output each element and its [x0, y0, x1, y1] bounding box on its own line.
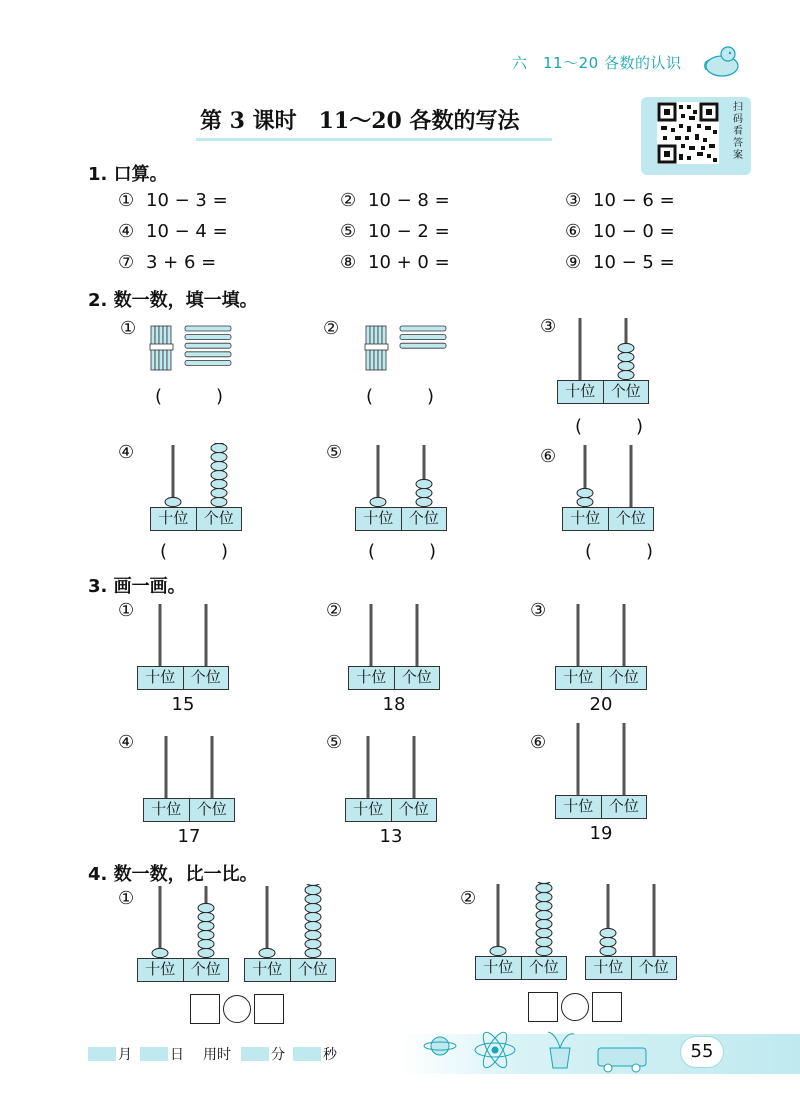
target-number: 19	[589, 823, 613, 844]
ones-bead	[305, 885, 321, 894]
ones-bead	[305, 921, 321, 930]
place-value-box	[348, 666, 440, 690]
q3-item-number: ④	[118, 732, 135, 753]
stick-bundle-figure	[145, 320, 235, 376]
place-value-box	[244, 958, 336, 982]
answer-blank[interactable]: ( )	[585, 541, 654, 562]
ones-label: 个位	[190, 960, 221, 978]
tens-label: 十位	[245, 959, 291, 981]
lesson-title: 第 3 课时 11～20 各数的写法	[200, 108, 520, 134]
single-stick	[400, 335, 446, 340]
place-value-box	[585, 956, 677, 980]
q3-item-number: ②	[326, 600, 343, 621]
q3-item-number: ⑥	[530, 732, 547, 753]
q2-item-number: ①	[120, 318, 137, 339]
ones-label: 个位	[190, 668, 221, 686]
tens-bead	[600, 928, 616, 937]
q1-expression: 10 + 0 =	[368, 252, 450, 273]
footer-decoration-icon	[420, 1024, 660, 1074]
tens-label: 十位	[138, 959, 184, 981]
ones-label: 个位	[608, 668, 639, 686]
single-stick	[185, 352, 231, 357]
q1-answer-blank[interactable]	[685, 190, 755, 212]
ones-bead	[618, 343, 634, 352]
qr-caption-char: 码	[733, 114, 743, 125]
ones-label: 个位	[401, 668, 432, 686]
place-value-box	[555, 666, 647, 690]
q1-answer-blank[interactable]	[685, 252, 755, 274]
q1-answer-blank[interactable]	[238, 252, 308, 274]
abacus-rods	[150, 443, 242, 507]
tens-label: 十位	[558, 381, 604, 403]
ones-bead	[618, 361, 634, 370]
q1-answer-blank[interactable]	[238, 221, 308, 243]
title-underline	[196, 138, 552, 141]
q2-item-number: ③	[540, 316, 557, 337]
abacus-rods	[137, 884, 229, 958]
single-stick	[400, 326, 446, 331]
place-value-box	[557, 380, 649, 404]
q1-expression: 10 − 6 =	[593, 190, 675, 211]
tens-label: 十位	[556, 667, 602, 689]
q1-item-number: ⑧	[340, 252, 357, 273]
ones-label: 个位	[408, 509, 439, 527]
second-blank[interactable]	[293, 1047, 321, 1061]
ones-bead	[618, 370, 634, 379]
ones-label: 个位	[297, 960, 328, 978]
tens-label: 十位	[349, 667, 395, 689]
target-number: 17	[177, 826, 201, 847]
place-value-box	[345, 798, 437, 822]
q1-item-number: ②	[340, 190, 357, 211]
ones-bead	[211, 443, 227, 444]
abacus-rods	[585, 882, 677, 956]
q1-expression: 10 − 3 =	[146, 190, 228, 211]
ones-bead	[305, 903, 321, 912]
q2-item-number: ⑤	[326, 442, 343, 463]
q1-expression: 10 − 0 =	[593, 221, 675, 242]
q1-item-number: ⑥	[565, 221, 582, 242]
q2-item-number: ⑥	[540, 446, 557, 467]
q1-item-number: ⑦	[118, 252, 135, 273]
compare-left-box[interactable]	[528, 992, 558, 1022]
tens-bead	[490, 946, 506, 955]
ones-bead	[536, 919, 552, 928]
chapter-header: 六 11～20 各数的认识	[512, 54, 682, 72]
q1-expression: 10 − 5 =	[593, 252, 675, 273]
ones-bead	[536, 901, 552, 910]
month-blank[interactable]	[88, 1047, 116, 1061]
place-value-box	[475, 956, 567, 980]
ones-bead	[198, 930, 214, 939]
tens-bead	[152, 948, 168, 957]
q1-item-number: ⑨	[565, 252, 582, 273]
ones-bead	[536, 946, 552, 955]
q1-answer-blank[interactable]	[460, 221, 530, 243]
ones-bead	[416, 479, 432, 488]
q1-item-number: ④	[118, 221, 135, 242]
q1-item-number: ③	[565, 190, 582, 211]
ones-label: 个位	[196, 800, 227, 818]
ones-bead	[536, 937, 552, 946]
tens-bead	[577, 488, 593, 497]
ones-bead	[211, 497, 227, 506]
bundle-tie	[365, 344, 388, 350]
mascot-icon	[700, 40, 746, 80]
answer-blank[interactable]: ( )	[368, 541, 437, 562]
q1-answer-blank[interactable]	[685, 221, 755, 243]
single-stick	[185, 343, 231, 348]
ones-bead	[536, 928, 552, 937]
tens-bead	[259, 948, 275, 957]
q1-answer-blank[interactable]	[238, 190, 308, 212]
compare-symbol-circle[interactable]	[561, 993, 589, 1021]
ones-bead	[305, 912, 321, 921]
single-stick	[185, 360, 231, 365]
q3-item-number: ①	[118, 600, 135, 621]
place-value-box	[562, 507, 654, 531]
page-number: 55	[680, 1036, 724, 1068]
ones-bead	[211, 479, 227, 488]
tens-label: 十位	[356, 508, 402, 530]
q3-item-number: ⑤	[326, 732, 343, 753]
q1-answer-blank[interactable]	[460, 190, 530, 212]
bundle-tie	[150, 344, 173, 350]
tens-bead	[577, 497, 593, 506]
ones-bead	[536, 883, 552, 892]
compare-right-box[interactable]	[592, 992, 622, 1022]
q1-expression: 10 − 2 =	[368, 221, 450, 242]
question-1-label: 1. 口算。	[88, 164, 168, 185]
answer-blank[interactable]: ( )	[366, 386, 435, 407]
tens-label: 十位	[586, 957, 632, 979]
ones-bead	[536, 910, 552, 919]
tens-label: 十位	[563, 508, 609, 530]
ones-bead	[211, 443, 227, 452]
tens-bead	[600, 946, 616, 955]
place-value-box	[355, 507, 447, 531]
qr-caption-char: 案	[733, 150, 743, 161]
abacus-rods	[557, 316, 649, 380]
tens-bead	[370, 497, 386, 506]
ones-label: 个位	[528, 958, 559, 976]
ones-bead	[198, 912, 214, 921]
tens-label: 十位	[346, 799, 392, 821]
abacus-rods	[345, 734, 437, 798]
ones-bead	[198, 903, 214, 912]
abacus-rods	[475, 882, 567, 956]
q1-item-number: ⑤	[340, 221, 357, 242]
target-number: 20	[589, 694, 613, 715]
qr-caption-char: 看	[733, 126, 743, 137]
ones-bead	[536, 882, 552, 884]
compare-right-box[interactable]	[254, 994, 284, 1024]
ones-bead	[211, 470, 227, 479]
single-stick	[185, 335, 231, 340]
abacus-rods	[555, 721, 647, 795]
ones-label: 个位	[610, 382, 641, 400]
day-blank[interactable]	[140, 1047, 168, 1061]
q1-answer-blank[interactable]	[460, 252, 530, 274]
q3-item-number: ③	[530, 600, 547, 621]
ones-bead	[198, 948, 214, 957]
second-label: 秒	[323, 1047, 337, 1063]
abacus-rods	[355, 443, 447, 507]
tens-label: 十位	[151, 508, 197, 530]
place-value-box	[137, 666, 229, 690]
ones-bead	[305, 939, 321, 948]
tens-bead	[165, 497, 181, 506]
qr-code-icon[interactable]	[657, 102, 719, 164]
tens-label: 十位	[556, 796, 602, 818]
abacus-rods	[562, 443, 654, 507]
abacus-rods	[555, 602, 647, 666]
tens-label: 十位	[144, 799, 190, 821]
ones-label: 个位	[608, 797, 639, 815]
abacus-rods	[143, 734, 235, 798]
minute-blank[interactable]	[241, 1047, 269, 1061]
ones-label: 个位	[638, 958, 669, 976]
qr-caption-char: 答	[733, 138, 743, 149]
minute-label: 分	[271, 1047, 285, 1063]
ones-bead	[211, 461, 227, 470]
tens-bead	[600, 937, 616, 946]
abacus-rods	[137, 602, 229, 666]
ones-label: 个位	[398, 800, 429, 818]
ones-bead	[211, 488, 227, 497]
place-value-box	[143, 798, 235, 822]
time-used-label: 用时	[203, 1047, 231, 1063]
day-label: 日	[170, 1047, 184, 1063]
q1-expression: 3 + 6 =	[146, 252, 217, 273]
ones-bead	[416, 497, 432, 506]
answer-blank[interactable]: ( )	[575, 416, 644, 437]
place-value-box	[150, 507, 242, 531]
ones-bead	[198, 939, 214, 948]
q2-item-number: ④	[118, 442, 135, 463]
compare-left-box[interactable]	[190, 994, 220, 1024]
single-stick	[400, 343, 446, 348]
place-value-box	[555, 795, 647, 819]
abacus-rods	[348, 602, 440, 666]
answer-blank[interactable]: ( )	[155, 386, 224, 407]
ones-label: 个位	[615, 509, 646, 527]
target-number: 15	[171, 694, 195, 715]
q4-item-number: ②	[460, 888, 477, 909]
abacus-rods	[244, 884, 336, 958]
question-2-label: 2. 数一数，填一填。	[88, 290, 258, 311]
month-label: 月	[118, 1047, 132, 1063]
ones-bead	[305, 948, 321, 957]
target-number: 18	[382, 694, 406, 715]
question-4-label: 4. 数一数，比一比。	[88, 864, 258, 885]
ones-bead	[305, 930, 321, 939]
tens-label: 十位	[138, 667, 184, 689]
q1-item-number: ①	[118, 190, 135, 211]
q2-item-number: ②	[323, 318, 340, 339]
qr-caption	[729, 102, 747, 162]
place-value-box	[137, 958, 229, 982]
q1-expression: 10 − 8 =	[368, 190, 450, 211]
single-stick	[185, 326, 231, 331]
tens-label: 十位	[476, 957, 522, 979]
answer-blank[interactable]: ( )	[160, 541, 229, 562]
ones-bead	[198, 921, 214, 930]
ones-bead	[305, 884, 321, 886]
ones-bead	[536, 892, 552, 901]
ones-label: 个位	[203, 509, 234, 527]
stick-bundle-figure	[360, 320, 450, 376]
q4-item-number: ①	[118, 888, 135, 909]
question-3-label: 3. 画一画。	[88, 576, 186, 597]
ones-bead	[211, 452, 227, 461]
ones-bead	[618, 352, 634, 361]
qr-caption-char: 扫	[733, 102, 743, 113]
compare-symbol-circle[interactable]	[223, 995, 251, 1023]
ones-bead	[305, 894, 321, 903]
ones-bead	[416, 488, 432, 497]
q1-expression: 10 − 4 =	[146, 221, 228, 242]
target-number: 13	[379, 826, 403, 847]
